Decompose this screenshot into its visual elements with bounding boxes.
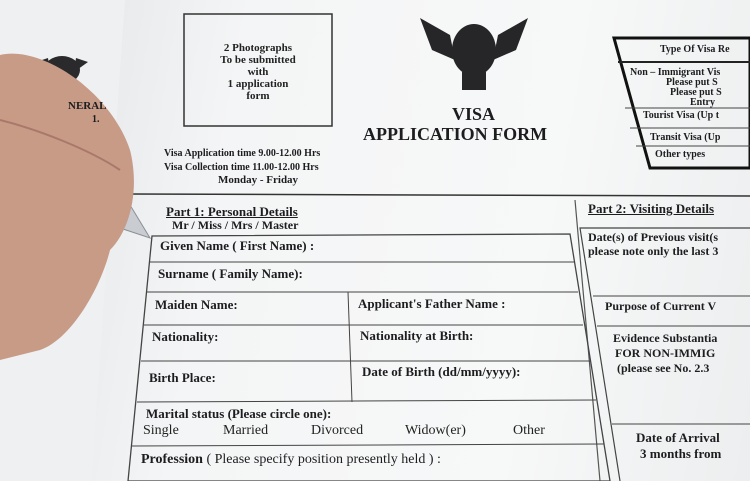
evidence-label-2: FOR NON-IMMIG: [615, 346, 716, 360]
photo-box-line: form: [246, 90, 270, 102]
marital-option[interactable]: Widow(er): [405, 423, 466, 438]
collection-time: Visa Collection time 11.00-12.00 Hrs: [164, 162, 319, 173]
previous-visit-note: please note only the last 3: [588, 244, 719, 258]
back-form-number: 1.: [92, 114, 100, 125]
birth-place-label: Birth Place:: [149, 370, 216, 385]
part1-heading: Part 1: Personal Details: [166, 204, 298, 219]
photo-box-line: To be submitted: [220, 54, 296, 66]
purpose-label: Purpose of Current V: [605, 299, 717, 313]
application-time: Visa Application time 9.00-12.00 Hrs: [164, 148, 321, 159]
marital-option[interactable]: Other: [513, 423, 545, 438]
marital-option[interactable]: Single: [143, 423, 179, 438]
arrival-note: 3 months from: [640, 446, 722, 461]
visa-type-row: Non – Immigrant Vis: [630, 67, 721, 78]
photo-box-line: with: [247, 66, 269, 78]
part1-titles: Mr / Miss / Mrs / Master: [172, 218, 299, 232]
back-form-heading: NERAL: [68, 100, 107, 112]
nationality-label: Nationality:: [152, 329, 219, 344]
profession-text: Profession: [141, 452, 203, 467]
profession-note: ( Please specify position presently held ) :: [206, 452, 441, 467]
office-days: Monday - Friday: [218, 174, 299, 186]
father-name-label: Applicant's Father Name :: [358, 296, 506, 311]
visa-type-row: Other types: [655, 149, 706, 160]
visa-type-row: Entry: [690, 97, 715, 108]
evidence-note: (please see No. 2.3: [617, 361, 710, 375]
visa-type-row: Tourist Visa (Up t: [643, 110, 720, 121]
marital-label: Marital status (Please circle one):: [146, 406, 332, 421]
arrival-label: Date of Arrival: [636, 430, 720, 445]
part2-heading: Part 2: Visiting Details: [588, 201, 715, 216]
visa-type-row: Please put S: [666, 77, 718, 88]
evidence-label: Evidence Substantia: [613, 331, 718, 345]
photo-box: [184, 42, 332, 102]
hand-icon: [0, 54, 134, 360]
maiden-name-label: Maiden Name:: [155, 297, 238, 312]
visa-type-header: Type Of Visa Re: [660, 44, 730, 55]
photo-box-line: 2 Photographs: [223, 42, 293, 54]
marital-option[interactable]: Divorced: [311, 423, 364, 438]
profession-label: [141, 452, 441, 468]
photo-box-line: 1 application: [227, 78, 289, 90]
title-form: APPLICATION FORM: [363, 124, 548, 144]
marital-option[interactable]: Married: [223, 423, 269, 438]
previous-visit-label: Date(s) of Previous visit(s: [588, 230, 719, 244]
visa-type-row: Please put S: [670, 87, 722, 98]
given-name-label: Given Name ( First Name) :: [160, 238, 315, 253]
garuda-emblem-icon: [420, 18, 528, 90]
dob-label: Date of Birth (dd/mm/yyyy):: [362, 364, 521, 379]
title-visa: VISA: [452, 104, 496, 124]
nationality-birth-label: Nationality at Birth:: [360, 328, 474, 343]
visa-type-row: Transit Visa (Up: [650, 132, 721, 143]
surname-label: Surname ( Family Name):: [158, 266, 303, 281]
